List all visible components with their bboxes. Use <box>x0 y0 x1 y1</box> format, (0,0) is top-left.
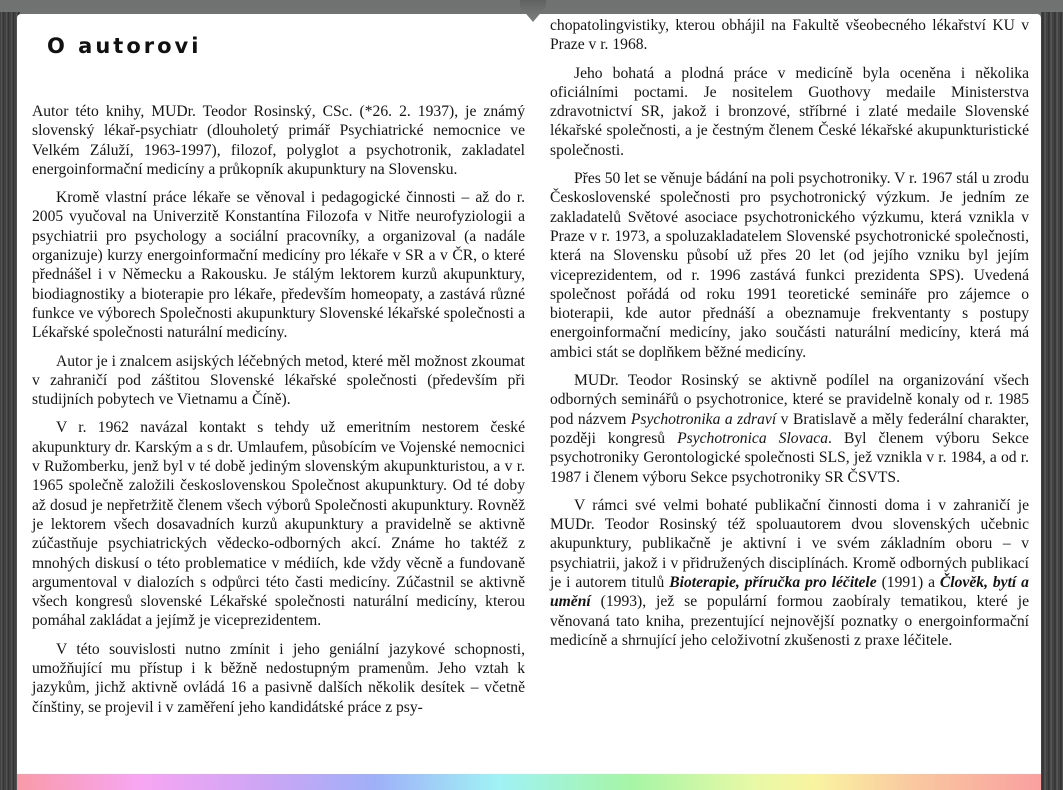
left-page <box>17 14 533 776</box>
paragraph-languages: V této souvislosti nutno zmínit i jeho geniální jazykové schopnosti, umožňující mu přístup i k běžně nedostupným pramenům. Jeho vztah k jazykům, jichž aktivně ovládá 16 a pasivně dalších několik desítek – včetně čínštiny, se projevil i v zaměření jeho kandidátské práce z psy- <box>32 640 525 716</box>
paragraph-intro: Autor této knihy, MUDr. Teodor Rosinský, CSc. (*26. 2. 1937), je známý slovenský lékař-psychiatr (dlouholetý primář Psychiatrické nemocnice ve Velkém Záluží, 1963-1997), filozof, polyglot a psychotronik, zakladatel energoinformační medicíny a průkopník akupunktury na Slovensku. <box>32 103 525 178</box>
publications-text-3: (1993), jež se populární formou zaobíraly tematikou, které je věnovaná tato kniha, prezentující nejnovější poznatky o energoinformační medicíně a shrnující jeho celoživotní zkušenosti z praxe léčitele. <box>550 593 1029 649</box>
seminar-title-psychotronika: Psychotronika a zdraví <box>630 410 777 428</box>
seminars-text-2: v Bratislavě a měly federální charakter, později kongresů <box>550 410 1029 447</box>
publications-text-2: (1991) a <box>876 574 940 592</box>
paragraph-continuation: chopatolingvistiky, kterou obhájil na Fakultě všeobecného lékařství KU v Praze v r. 1968. <box>550 17 1029 54</box>
paragraph-asian-methods: Autor je i znalcem asijských léčebných metod, které měl možnost zkoumat v zahraničí pod záštitou Slovenské lékařské společnosti (především při studijních pobytech ve Vietnamu a Číně). <box>32 352 525 409</box>
paragraph-publications <box>550 496 1029 650</box>
rainbow-page-edge <box>17 774 1041 790</box>
book-title-clovek: Člověk, bytí a umění <box>550 574 1029 611</box>
right-page <box>533 14 1041 776</box>
book-title-bioterapie: Bioterapie, příručka pro léčitele <box>669 574 877 592</box>
paragraph-awards: Jeho bohatá a plodná práce v medicíně byla oceněna i několika oficiálními poctami. Je nositelem Guothovy medaile Ministerstva zdravotnictví SR, jakož i bronzové, stříbrné i zlaté medaile Slovenské lékařské společnosti, a je čestným členem České lékařské akupunkturistické společnosti. <box>550 64 1029 159</box>
book-page-stack-right <box>1041 12 1063 790</box>
seminars-text-1: MUDr. Teodor Rosinský se aktivně podílel na organizování všech odborných seminářů o psychotronice, které se pravidelně konaly od r. 1985 pod názvem <box>550 372 1029 428</box>
right-column-text <box>550 16 1029 659</box>
paragraph-teaching: Kromě vlastní práce lékaře se věnoval i pedagogické činnosti – až do r. 2005 vyučoval na Univerzitě Konstantína Filozofa v Nitře neurofyziologii a psychiatrii pro psychology a sociální pracovníky, a organizoval (a nadále organizuje) kurzy energoinformační medicíny pro lékaře v SR a v ČR, o které přednášel i v Německu a Rakousku. Je stálým lektorem kurzů akupunktury, biodiagnostiky a bioterapie pro lékaře, především homeopaty, a zastává různé funkce ve výborech Společnosti akupunktury Slovenské lékařské společnosti a Lékařské společnosti naturální medicíny. <box>32 189 525 342</box>
page-title: O autorovi <box>47 34 202 59</box>
paragraph-acupuncture-history: V r. 1962 navázal kontakt s tehdy už emeritním nestorem české akupunktury dr. Karským a s dr. Umlaufem, působícím ve Vojenské nemocnici v Ružomberku, jenž byl v té době jediným slovenským akupunkturistou, a v r. 1965 společně založili československou Společnost akupunktury. Od té doby až dosud je nepřetržitě členem všech výborů Společnosti akupunktury. Rovněž je lektorem všech dosavadních kurzů akupunktury a pravidelně se aktivně zúčastňuje psychiatrických vědecko-odborných akcí. Známe ho taktéž z mnohých diskusí o této problematice v médiích, kde vždy věcně a fundovaně argumentoval v dialozích s odpůrci této časti medicíny. Zúčastnil se aktivně všech kongresů slovenské Lékařské společnosti naturální medicíny, kterou pomáhal zakládat a jejímž je viceprezidentem. <box>32 419 525 630</box>
left-column-text <box>32 102 525 726</box>
paragraph-psychotronics: Přes 50 let se věnuje bádání na poli psychotroniky. V r. 1967 stál u zrodu Československé společnosti pro psychotronický výzkum. Je jedním ze zakladatelů Světové asociace psychotronického výzkumu, která vznikla v Praze v r. 1973, a spoluzakladatelem Slovenské psychotronické společnosti, která na Slovensku působí už přes 20 let (od jejího vzniku byl jejím viceprezidentem, od r. 1996 zastává funkci prezidenta SPS). Uvedená společnost pořádá od roku 1991 teoretické semináře pro zájemce o bioterapii, kde autor přednáší a obeznamuje frekventanty s postupy energoinformační medicíny, jako součásti naturální medicíny, která má ambici stát se doplňkem běžné medicíny. <box>550 170 1029 361</box>
paragraph-seminars <box>550 371 1029 487</box>
congress-title-psychotronica-slovaca: Psychotronica Slovaca <box>677 429 829 447</box>
seminars-text-3: . Byl členem výboru Sekce psychotroniky Gerontologické společnosti SLS, jež vznikla v r. 1984, a od r. 1987 i členem výboru Sekce psychotroniky SR ČSVTS. <box>550 429 1029 486</box>
publications-text-1: V rámci své velmi bohaté publikační činnosti doma i v zahraničí je MUDr. Teodor Rosinský též spoluautorem dvou slovenských učebnic akupunktury, publikačně je aktivní i ve svém základním oboru – v psychiatrii, jakož i v přidružených disciplínách. Kromě odborných publikací je i autorem titulů <box>550 496 1029 592</box>
